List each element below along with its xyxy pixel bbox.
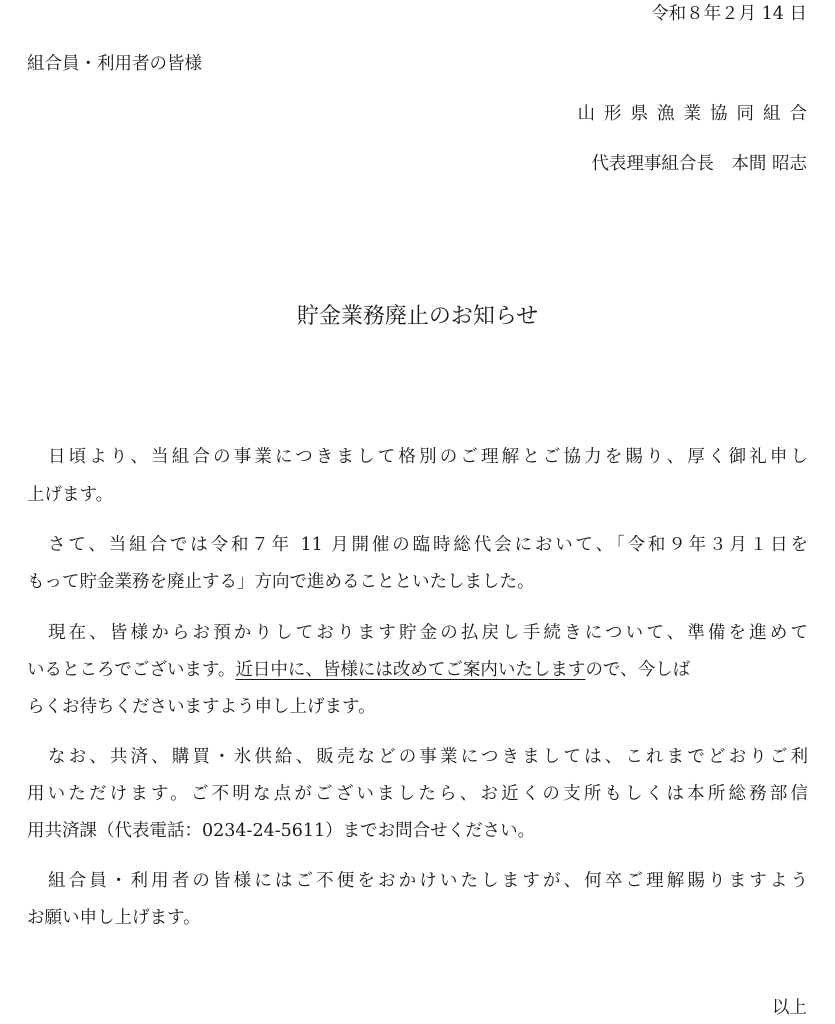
paragraph-line: お願い申し上げます。 — [27, 908, 201, 928]
paragraph-line: 用共済課（代表電話：0234-24-5611）までお問合せください。 — [27, 821, 536, 841]
paragraph-line: もって貯金業務を廃止する」方向で進めることといたしました。 — [27, 572, 535, 592]
paragraph-line: 現在、皆様からお預かりしております貯金の払戻し手続きについて、準備を進めて — [48, 623, 808, 643]
date: 令和８年２月 14 日 — [651, 4, 807, 24]
paragraph-text: いるところでございます。 — [27, 660, 236, 680]
paragraph-line: なお、共済、購買・氷供給、販売などの事業につきましては、これまでどおりご利 — [48, 747, 808, 767]
paragraph-text: ので、今しば — [585, 660, 691, 680]
sender-title-name: 代表理事組合長 本間 昭志 — [591, 154, 807, 174]
sender-organization: 山形県漁業協同組合 — [577, 104, 816, 124]
paragraph-line: 組合員・利用者の皆様にはご不便をおかけいたしますが、何卒ご理解賜りますよう — [48, 871, 808, 891]
paragraph-line: らくお待ちくださいますよう申し上げます。 — [27, 697, 376, 717]
paragraph-line: 上げます。 — [27, 485, 114, 505]
paragraph-line — [27, 662, 808, 680]
paragraph-line: 日頃より、当組合の事業につきまして格別のご理解とご協力を賜り、厚く御礼申し — [48, 447, 808, 467]
paragraph-line: 用いただけます。ご不明な点がございましたら、お近くの支所もしくは本所総務部信 — [27, 784, 808, 804]
closing-mark: 以上 — [772, 998, 807, 1018]
paragraph-line: さて、当組合では令和７年 11 月開催の臨時総代会において、「令和９年３月１日を — [48, 535, 808, 555]
document-title: 貯金業務廃止のお知らせ — [296, 304, 539, 329]
underlined-notice: 近日中に、皆様には改めてご案内いたします — [235, 660, 586, 680]
recipient: 組合員・利用者の皆様 — [27, 54, 202, 74]
